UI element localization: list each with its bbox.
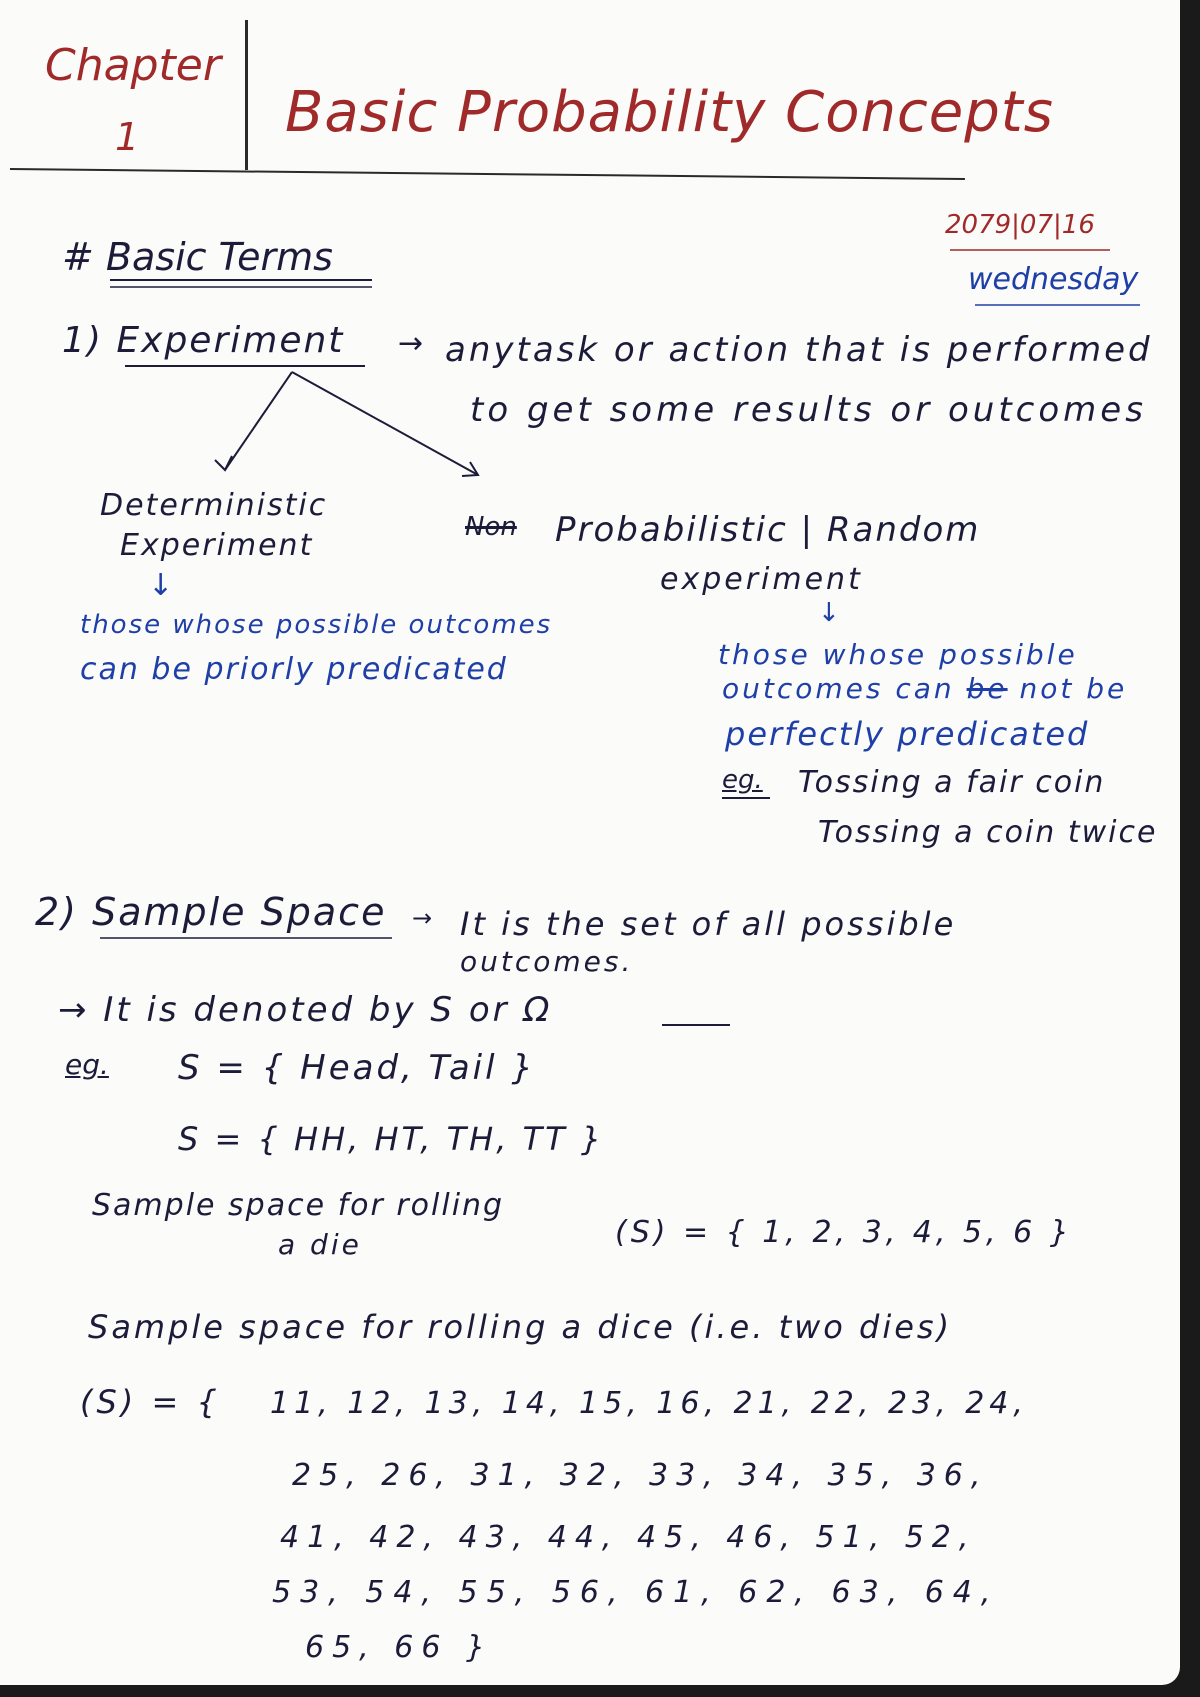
- eg-label: eg.: [722, 765, 763, 795]
- sample-space-denoted: → It is denoted by S or Ω: [58, 990, 553, 1030]
- dice-set-row: 41, 42, 43, 44, 45, 46, 51, 52,: [280, 1520, 977, 1555]
- section-heading: # Basic Terms: [62, 235, 333, 279]
- example-toss-coin-twice: Tossing a coin twice: [818, 815, 1158, 850]
- branch-line-left: [225, 372, 292, 470]
- probabilistic-title-line1: Probabilistic | Random: [555, 510, 981, 550]
- example-toss-fair-coin: Tossing a fair coin: [798, 765, 1106, 800]
- experiment-definition-line1: anytask or action that is performed: [445, 330, 1153, 370]
- deterministic-desc-line1: those whose possible outcomes: [80, 610, 553, 640]
- die-sample-set: (S) = { 1, 2, 3, 4, 5, 6 }: [615, 1215, 1073, 1250]
- arrow-right-icon: →: [398, 326, 424, 361]
- desc-text-b: not be: [1019, 672, 1128, 705]
- dice-set-row: 11, 12, 13, 14, 15, 16, 21, 22, 23, 24,: [270, 1386, 1028, 1421]
- page-title: Basic Probability Concepts: [285, 80, 1054, 145]
- dice-set-row: 25, 26, 31, 32, 33, 34, 35, 36,: [292, 1458, 989, 1493]
- experiment-definition-line2: to get some results or outcomes: [470, 390, 1147, 430]
- sample-space-definition-line1: It is the set of all possible: [460, 905, 957, 943]
- deterministic-desc-line2: can be priorly predicated: [80, 652, 508, 687]
- die-heading-line1: Sample space for rolling: [92, 1188, 505, 1223]
- sample-example-coin: S = { Head, Tail }: [178, 1048, 537, 1088]
- probabilistic-desc-line1: those whose possible: [718, 638, 1078, 671]
- deterministic-title-line2: Experiment: [120, 528, 314, 563]
- down-arrow-icon: ↓: [148, 568, 174, 603]
- sample-space-label: 2) Sample Space: [35, 890, 387, 934]
- probabilistic-struck-word: Non: [465, 512, 517, 542]
- deterministic-title-line1: Deterministic: [100, 488, 328, 523]
- dice-set-row: 53, 54, 55, 56, 61, 62, 63, 64,: [272, 1575, 1000, 1610]
- branch-arrowhead: [215, 456, 232, 470]
- dice-set-prefix: (S) = {: [80, 1383, 221, 1421]
- date-day: wednesday: [968, 262, 1139, 297]
- chapter-number: 1: [115, 115, 140, 159]
- branch-line-right: [292, 372, 478, 475]
- die-heading-line2: a die: [278, 1228, 362, 1261]
- desc-text-a: outcomes can: [722, 672, 955, 705]
- sample-eg-label: eg.: [65, 1048, 109, 1081]
- dice-heading: Sample space for rolling a dice (i.e. two dies): [88, 1308, 953, 1346]
- dice-set-row: 65, 66 }: [305, 1630, 494, 1665]
- chapter-label: Chapter: [45, 40, 221, 91]
- down-arrow-icon: ↓: [818, 598, 840, 628]
- sample-space-definition-line2: outcomes.: [460, 945, 634, 978]
- desc-struck-word: be: [966, 672, 1008, 705]
- sample-example-two-coins: S = { HH, HT, TH, TT }: [178, 1120, 605, 1158]
- date-value: 2079|07|16: [945, 210, 1095, 240]
- arrow-right-icon: →: [412, 904, 433, 932]
- probabilistic-desc-line3: perfectly predicated: [725, 715, 1090, 753]
- experiment-label: 1) Experiment: [62, 320, 345, 361]
- probabilistic-title-line2: experiment: [660, 562, 863, 597]
